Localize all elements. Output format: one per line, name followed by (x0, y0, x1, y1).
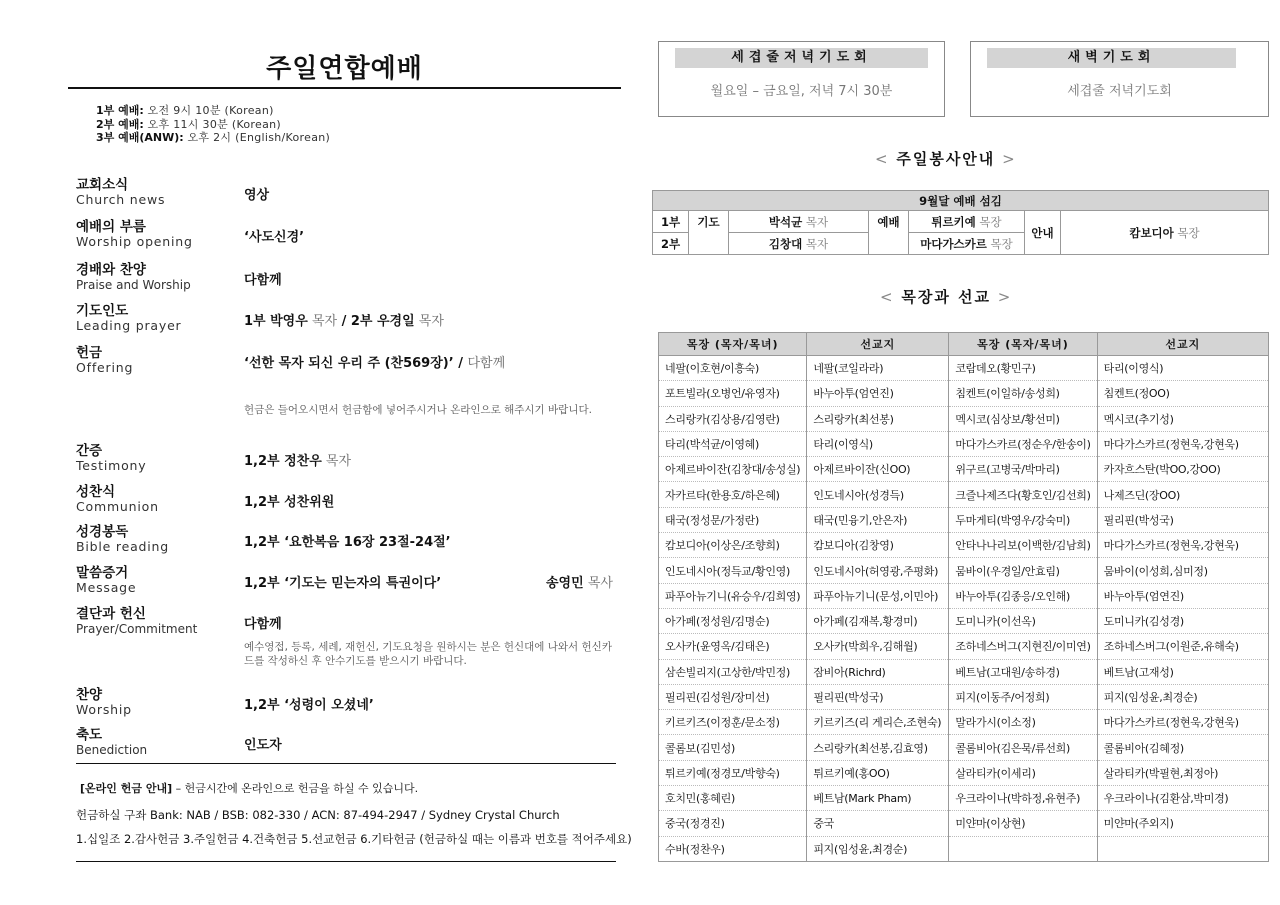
mokjang-cell: 아가페(정성원/김명순) (659, 608, 807, 633)
online-offering-notice: [온라인 헌금 안내] – 헌금시간에 온라인으로 헌금을 하실 수 있습니다. (80, 782, 419, 795)
mission-field-cell: 태국(민융기,안은자) (807, 507, 949, 532)
page-title: 주일연합예배 (266, 54, 423, 84)
mokjang-cell: 오사카(윤영옥/김태은) (659, 634, 807, 659)
mokjang-cell: 베트남(고대원/송하경) (949, 659, 1097, 684)
mission-field-cell: 중국 (807, 811, 949, 836)
mokjang-cell (949, 836, 1097, 861)
mission-field-cell: 필리핀(박성국) (807, 684, 949, 709)
mission-row (659, 356, 1269, 381)
service-time-1: 1부 예배: 오전 9시 10분 (Korean) (96, 104, 274, 117)
preacher: 송영민 목사 (546, 576, 613, 591)
dawn-prayer-box (970, 41, 1269, 117)
mokjang-cell: 자카르타(한용호/하은혜) (659, 482, 807, 507)
mokjang-cell: 타리(박석균/이영혜) (659, 431, 807, 456)
mission-field-cell: 파푸아뉴기니(문성,이민아) (807, 583, 949, 608)
mission-field-cell: 바누아투(엄연진) (1097, 583, 1268, 608)
mission-row (659, 836, 1269, 861)
mokjang-cell: 삼손빌리지(고상한/박민정) (659, 659, 807, 684)
order-leading-prayer: 기도인도 Leading prayer 1부 박영우 목자 / 2부 우경일 목자 (76, 303, 444, 333)
mission-field-cell: 뭄바이(이성희,심미정) (1097, 558, 1268, 583)
serve-heading: < 주일봉사안내 > (875, 150, 1017, 168)
mission-field-cell: 인도네시아(성경득) (807, 482, 949, 507)
mokjang-cell: 말라가시(이소정) (949, 710, 1097, 735)
mission-row (659, 431, 1269, 456)
mission-row (659, 583, 1269, 608)
dawn-prayer-schedule: 세겹줄 저녁기도회 (1067, 84, 1172, 99)
mission-field-cell: 침켄트(정OO) (1097, 381, 1268, 406)
mission-field-cell: 아제르바이잔(신OO) (807, 457, 949, 482)
mission-row (659, 558, 1269, 583)
mokjang-cell: 스리랑카(김상용/김영란) (659, 406, 807, 431)
mission-field-cell: 베트남(Mark Pham) (807, 786, 949, 811)
mission-row (659, 684, 1269, 709)
mokjang-cell: 조하네스버그(지현진/이미연) (949, 634, 1097, 659)
mokjang-cell: 멕시코(심상보/황선미) (949, 406, 1097, 431)
mission-field-cell: 콜롬비아(김혜정) (1097, 735, 1268, 760)
mokjang-cell: 바누아투(김종응/오인해) (949, 583, 1097, 608)
mission-row (659, 533, 1269, 558)
mission-field-cell: 도미니카(김성경) (1097, 608, 1268, 633)
dawn-prayer-title: 새벽기도회 (987, 48, 1236, 68)
order-worship-opening: 예배의 부름 Worship opening ‘사도신경’ (76, 219, 305, 249)
mission-field-cell: 마다가스카르(정현욱,강현욱) (1097, 533, 1268, 558)
order-testimony: 간증 Testimony 1,2부 정찬우 목자 (76, 443, 352, 473)
mission-field-cell: 스리랑카(최선봉) (807, 406, 949, 431)
mission-table (658, 332, 1269, 862)
mokjang-cell: 인도네시아(정득교/황인영) (659, 558, 807, 583)
offering-note: 헌금은 들어오시면서 헌금함에 넣어주시거나 온라인으로 해주시기 바랍니다. (244, 404, 592, 416)
commitment-note: 예수영접, 등록, 세례, 재헌신, 기도요청을 원하시는 분은 헌신대에 나와서 헌신카드를 작성하신 후 안수기도를 받으시기 바랍니다. (244, 641, 612, 667)
order-worship: 찬양 Worship 1,2부 ‘성령이 오셨네’ (76, 687, 374, 717)
mission-field-cell: 아가페(김재복,황경미) (807, 608, 949, 633)
order-bible-reading: 성경봉독 Bible reading 1,2부 ‘요한복음 16장 23절-24절’ (76, 524, 451, 554)
bank-account: 헌금하실 구좌 Bank: NAB / BSB: 082-330 / ACN: 87-494-2947 / Sydney Crystal Church (76, 808, 560, 822)
mission-field-cell: 오사카(박희우,김해월) (807, 634, 949, 659)
mission-row (659, 811, 1269, 836)
mokjang-cell: 뭄바이(우경일/안효림) (949, 558, 1097, 583)
order-commitment: 결단과 헌신 Prayer/Commitment 다함께 (76, 606, 282, 636)
order-benediction: 축도 Benediction 인도자 (76, 727, 282, 757)
mission-field-cell: 타리(이영식) (807, 431, 949, 456)
mokjang-cell: 안타나나리보(이백한/김남희) (949, 533, 1097, 558)
mission-field-cell: 캄보디아(김창영) (807, 533, 949, 558)
mokjang-cell: 두마게티(박영우/강숙미) (949, 507, 1097, 532)
mission-field-cell: 키르키즈(리 게리슨,조현숙) (807, 710, 949, 735)
mission-row (659, 710, 1269, 735)
mission-row (659, 457, 1269, 482)
evening-prayer-schedule: 월요일 – 금요일, 저녁 7시 30분 (710, 84, 893, 99)
mokjang-cell: 도미니카(이선옥) (949, 608, 1097, 633)
mission-field-cell: 우크라이나(김환삼,박미경) (1097, 786, 1268, 811)
mission-field-cell: 살라티카(박필현,최정아) (1097, 760, 1268, 785)
mokjang-cell: 살라티카(이세리) (949, 760, 1097, 785)
mission-field-cell: 튀르키예(홍OO) (807, 760, 949, 785)
mokjang-cell: 호치민(홍혜린) (659, 786, 807, 811)
mission-row (659, 760, 1269, 785)
mokjang-cell: 캄보디아(이상은/조향희) (659, 533, 807, 558)
mission-field-cell: 조하네스버그(이원준,유해숙) (1097, 634, 1268, 659)
mission-table-body (659, 356, 1269, 862)
mokjang-cell: 코람데오(황민구) (949, 356, 1097, 381)
left-page (68, 0, 632, 905)
mokjang-cell: 네팔(이호현/이흥숙) (659, 356, 807, 381)
bottom-divider (76, 763, 616, 764)
mission-row (659, 786, 1269, 811)
mission-field-cell: 필리핀(박성국) (1097, 507, 1268, 532)
mission-row (659, 406, 1269, 431)
order-communion: 성찬식 Communion 1,2부 성찬위원 (76, 484, 335, 514)
mokjang-cell: 키르키즈(이정훈/문소정) (659, 710, 807, 735)
serve-row-1: 1부 기도 박석균 목자 예배 튀르키예 목장 안내 캄보디아 목장 (653, 211, 1269, 233)
mission-field-cell: 피지(임성윤,최경순) (807, 836, 949, 861)
mission-field-cell: 바누아투(엄연진) (807, 381, 949, 406)
mission-row (659, 735, 1269, 760)
mokjang-cell: 태국(정성문/가정란) (659, 507, 807, 532)
mission-field-cell: 네팔(코일라라) (807, 356, 949, 381)
mission-heading: < 목장과 선교 > (880, 288, 1013, 306)
mokjang-cell: 필리핀(김성원/장미선) (659, 684, 807, 709)
mokjang-cell: 피지(이동주/어정희) (949, 684, 1097, 709)
mokjang-cell: 우크라이나(박하정,유현주) (949, 786, 1097, 811)
mission-row (659, 634, 1269, 659)
mission-field-cell: 베트남(고재성) (1097, 659, 1268, 684)
mokjang-cell: 튀르키예(정경모/박향숙) (659, 760, 807, 785)
mokjang-cell: 아제르바이잔(김창대/송성실) (659, 457, 807, 482)
mission-row (659, 659, 1269, 684)
mokjang-cell: 미얀마(이상현) (949, 811, 1097, 836)
mission-field-cell: 피지(임성윤,최경순) (1097, 684, 1268, 709)
service-times (96, 104, 330, 145)
mission-field-cell: 마다가스카르(정현욱,강현욱) (1097, 710, 1268, 735)
mission-field-cell: 나제즈딘(장OO) (1097, 482, 1268, 507)
mission-field-cell: 잠비아(Richrd) (807, 659, 949, 684)
title-divider (68, 87, 621, 89)
order-praise: 경배와 찬양 Praise and Worship 다함께 (76, 262, 282, 292)
order-offering: 헌금 Offering ‘선한 목자 되신 우리 주 (찬569장)’ / 다함께 (76, 345, 506, 375)
evening-prayer-title: 세겹줄저녁기도회 (675, 48, 928, 68)
mission-row (659, 507, 1269, 532)
serve-caption: 9월달 예배 섬김 (653, 191, 1269, 211)
mokjang-cell: 위구르(고병국/박마리) (949, 457, 1097, 482)
mission-field-cell: 스리랑카(최선봉,김효영) (807, 735, 949, 760)
mission-field-cell (1097, 836, 1268, 861)
serve-row-2: 2부 김창대 목자 마다가스카르 목장 (653, 233, 1269, 255)
mokjang-cell: 중국(정경진) (659, 811, 807, 836)
mission-field-cell: 미얀마(주외지) (1097, 811, 1268, 836)
mission-field-cell: 인도네시아(허영광,주평화) (807, 558, 949, 583)
evening-prayer-box (658, 41, 945, 117)
mokjang-cell: 침켄트(이일하/송성희) (949, 381, 1097, 406)
offering-types: 1.십일조 2.감사헌금 3.주일헌금 4.건축헌금 5.선교헌금 6.기타헌금 (헌금하실 때는 이름과 번호를 적어주세요) (76, 832, 632, 846)
mokjang-cell: 크즐나제즈다(황호인/김선희) (949, 482, 1097, 507)
order-church-news: 교회소식 Church news 영상 (76, 177, 270, 207)
mission-field-cell: 카자흐스탄(박OO,강OO) (1097, 457, 1268, 482)
service-time-2: 2부 예배: 오후 11시 30분 (Korean) (96, 117, 281, 131)
mission-row (659, 381, 1269, 406)
mokjang-cell: 마다가스카르(정순우/한송이) (949, 431, 1097, 456)
bottom-divider-2 (76, 861, 616, 862)
serve-table (652, 190, 1269, 255)
mission-field-cell: 타리(이영식) (1097, 356, 1268, 381)
mission-header-row: 목장 (목자/목녀) 선교지 목장 (목자/목녀) 선교지 (659, 333, 1269, 356)
mokjang-cell: 파푸아뉴기니(유승우/김희영) (659, 583, 807, 608)
service-time-3: 3부 예배(ANW): 오후 2시 (English/Korean) (96, 131, 331, 144)
mission-field-cell: 마다가스카르(정현욱,강현욱) (1097, 431, 1268, 456)
mokjang-cell: 포트빌라(오병언/유영자) (659, 381, 807, 406)
mission-row (659, 482, 1269, 507)
order-message: 말씀증거 Message 1,2부 ‘기도는 믿는자의 특권이다’ 송영민 목사 (76, 565, 613, 595)
mission-row (659, 608, 1269, 633)
mission-field-cell: 멕시코(추기성) (1097, 406, 1268, 431)
mokjang-cell: 콜롬보(김민성) (659, 735, 807, 760)
mokjang-cell: 콜롬비아(김은묵/류선희) (949, 735, 1097, 760)
mokjang-cell: 수바(정찬우) (659, 836, 807, 861)
